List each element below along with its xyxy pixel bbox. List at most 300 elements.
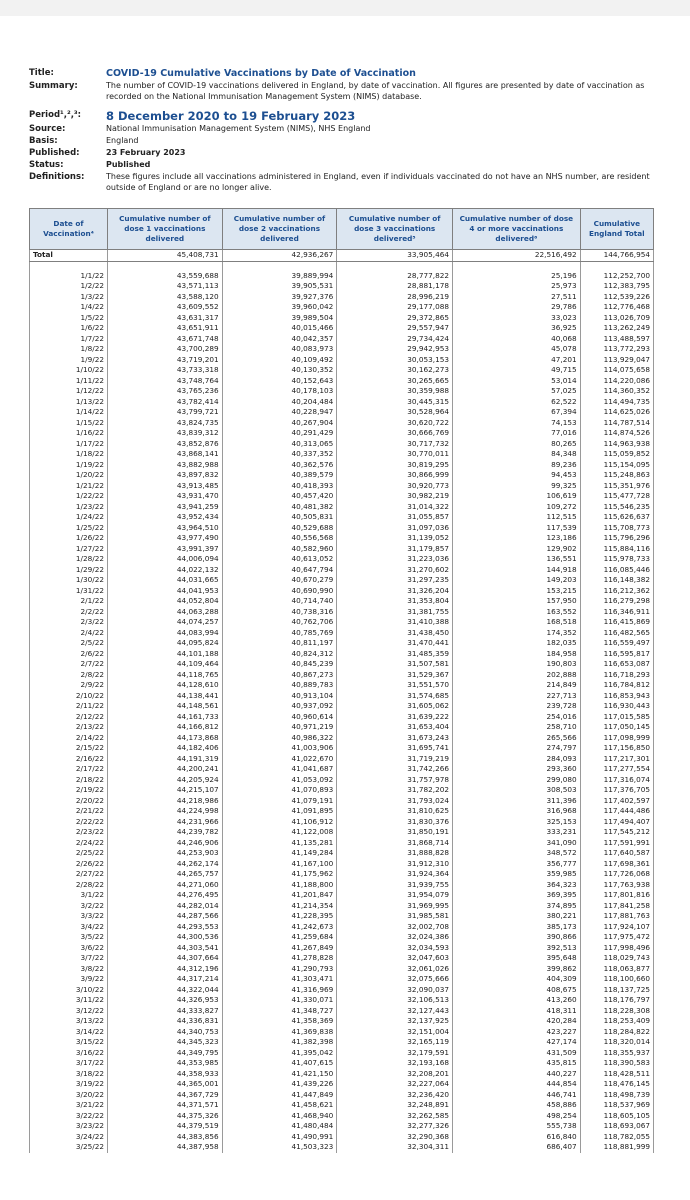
cell-dose1: 44,083,994 — [108, 628, 223, 639]
table-row — [30, 638, 654, 649]
table-row — [30, 1142, 654, 1153]
cell-dose3: 32,193,168 — [337, 1058, 453, 1069]
cell-dose1: 44,358,933 — [108, 1069, 223, 1080]
cell-dose1: 44,101,188 — [108, 649, 223, 660]
cell-date: 1/4/22 — [30, 302, 108, 313]
cell-dose2: 41,175,962 — [222, 869, 337, 880]
cell-date: 1/22/22 — [30, 491, 108, 502]
cell-total: 114,220,086 — [580, 376, 653, 387]
table-row — [30, 1111, 654, 1122]
cell-date: 3/19/22 — [30, 1079, 108, 1090]
cell-date: 2/10/22 — [30, 691, 108, 702]
cell-dose4: 404,309 — [453, 974, 581, 985]
cell-dose2: 40,178,103 — [222, 386, 337, 397]
total-dose2: 42,936,267 — [222, 250, 337, 262]
cell-dose1: 44,336,831 — [108, 1016, 223, 1027]
cell-dose2: 40,647,794 — [222, 565, 337, 576]
cell-date: 3/7/22 — [30, 953, 108, 964]
cell-dose2: 40,824,312 — [222, 649, 337, 660]
cell-dose3: 31,574,685 — [337, 691, 453, 702]
cell-dose2: 40,291,429 — [222, 428, 337, 439]
table-row — [30, 334, 654, 345]
cell-dose2: 41,407,615 — [222, 1058, 337, 1069]
cell-total: 118,476,145 — [580, 1079, 653, 1090]
cell-dose3: 29,557,947 — [337, 323, 453, 334]
cell-dose2: 40,613,052 — [222, 554, 337, 565]
cell-dose3: 32,236,420 — [337, 1090, 453, 1101]
cell-total: 118,355,937 — [580, 1048, 653, 1059]
cell-date: 1/16/22 — [30, 428, 108, 439]
cell-dose3: 29,372,865 — [337, 313, 453, 324]
cell-dose2: 40,337,352 — [222, 449, 337, 460]
cell-dose1: 44,041,953 — [108, 586, 223, 597]
cell-dose3: 31,810,625 — [337, 806, 453, 817]
cell-total: 117,402,597 — [580, 796, 653, 807]
cell-dose2: 40,690,990 — [222, 586, 337, 597]
cell-dose4: 374,895 — [453, 901, 581, 912]
cell-dose3: 31,742,266 — [337, 764, 453, 775]
header-dose2: Cumulative number of dose 2 vaccinations delivered — [222, 209, 337, 250]
cell-dose1: 44,345,323 — [108, 1037, 223, 1048]
cell-dose2: 40,228,947 — [222, 407, 337, 418]
cell-dose3: 30,770,011 — [337, 449, 453, 460]
table-row — [30, 271, 654, 282]
cell-total: 112,539,226 — [580, 292, 653, 303]
cell-date: 2/12/22 — [30, 712, 108, 723]
cell-dose4: 420,284 — [453, 1016, 581, 1027]
cell-date: 3/20/22 — [30, 1090, 108, 1101]
cell-dose2: 41,439,226 — [222, 1079, 337, 1090]
cell-date: 1/18/22 — [30, 449, 108, 460]
spacer-cell — [453, 261, 581, 271]
source-row — [29, 124, 669, 135]
table-row — [30, 932, 654, 943]
cell-total: 117,217,301 — [580, 754, 653, 765]
table-row — [30, 628, 654, 639]
cell-date: 3/9/22 — [30, 974, 108, 985]
table-row — [30, 407, 654, 418]
cell-total: 113,026,709 — [580, 313, 653, 324]
cell-dose4: 265,566 — [453, 733, 581, 744]
table-row — [30, 985, 654, 996]
cell-dose4: 333,231 — [453, 827, 581, 838]
summary-value: The number of COVID-19 vaccinations delivered in England, by date of vaccination. All figures are presented by date of vaccination as recorded on the National Immunisation Management System (NIMS) database. — [106, 81, 645, 101]
cell-total: 117,376,705 — [580, 785, 653, 796]
cell-date: 1/19/22 — [30, 460, 108, 471]
cell-dose2: 41,303,471 — [222, 974, 337, 985]
total-dose4: 22,516,492 — [453, 250, 581, 262]
table-row — [30, 1090, 654, 1101]
cell-dose2: 40,418,393 — [222, 481, 337, 492]
cell-date: 3/25/22 — [30, 1142, 108, 1153]
table-row — [30, 460, 654, 471]
cell-total: 118,693,067 — [580, 1121, 653, 1132]
cell-dose2: 40,529,688 — [222, 523, 337, 534]
cell-total: 117,098,999 — [580, 733, 653, 744]
cell-dose4: 89,236 — [453, 460, 581, 471]
cell-dose4: 144,918 — [453, 565, 581, 576]
cell-total: 116,559,497 — [580, 638, 653, 649]
cell-dose2: 41,421,150 — [222, 1069, 337, 1080]
cell-dose1: 43,671,748 — [108, 334, 223, 345]
cell-total: 116,482,565 — [580, 628, 653, 639]
table-row — [30, 1100, 654, 1111]
cell-total: 117,801,816 — [580, 890, 653, 901]
cell-dose4: 45,078 — [453, 344, 581, 355]
cell-dose4: 106,619 — [453, 491, 581, 502]
table-row — [30, 428, 654, 439]
cell-dose1: 44,253,903 — [108, 848, 223, 859]
cell-total: 118,137,725 — [580, 985, 653, 996]
cell-dose2: 41,041,687 — [222, 764, 337, 775]
table-row — [30, 355, 654, 366]
cell-dose1: 43,897,832 — [108, 470, 223, 481]
cell-dose1: 43,609,552 — [108, 302, 223, 313]
cell-total: 118,100,660 — [580, 974, 653, 985]
cell-dose1: 44,052,804 — [108, 596, 223, 607]
cell-dose3: 31,924,364 — [337, 869, 453, 880]
cell-dose1: 44,322,044 — [108, 985, 223, 996]
table-row — [30, 775, 654, 786]
cell-dose1: 44,367,729 — [108, 1090, 223, 1101]
cell-dose2: 41,348,727 — [222, 1006, 337, 1017]
status-row — [29, 160, 669, 171]
cell-date: 1/7/22 — [30, 334, 108, 345]
cell-dose2: 41,382,398 — [222, 1037, 337, 1048]
cell-dose3: 31,529,367 — [337, 670, 453, 681]
cell-total: 117,975,472 — [580, 932, 653, 943]
cell-dose4: 25,196 — [453, 271, 581, 282]
cell-total: 115,708,773 — [580, 523, 653, 534]
cell-dose1: 43,799,721 — [108, 407, 223, 418]
cell-dose3: 30,620,722 — [337, 418, 453, 429]
cell-dose4: 112,515 — [453, 512, 581, 523]
header-dose4: Cumulative number of dose 4 or more vaccinations delivered⁶ — [453, 209, 581, 250]
table-row — [30, 1132, 654, 1143]
cell-dose3: 31,470,441 — [337, 638, 453, 649]
cell-dose2: 41,228,395 — [222, 911, 337, 922]
header-dose1: Cumulative number of dose 1 vaccinations delivered — [108, 209, 223, 250]
cell-date: 3/1/22 — [30, 890, 108, 901]
cell-dose3: 32,127,443 — [337, 1006, 453, 1017]
cell-dose2: 40,811,197 — [222, 638, 337, 649]
cell-dose2: 40,204,484 — [222, 397, 337, 408]
cell-dose2: 41,242,673 — [222, 922, 337, 933]
cell-dose2: 40,913,104 — [222, 691, 337, 702]
cell-date: 1/26/22 — [30, 533, 108, 544]
cell-dose2: 40,971,219 — [222, 722, 337, 733]
cell-dose3: 32,179,591 — [337, 1048, 453, 1059]
cell-total: 116,085,446 — [580, 565, 653, 576]
table-row — [30, 848, 654, 859]
cell-dose1: 44,387,958 — [108, 1142, 223, 1153]
cell-dose4: 29,786 — [453, 302, 581, 313]
cell-dose1: 44,074,257 — [108, 617, 223, 628]
cell-dose2: 41,267,849 — [222, 943, 337, 954]
cell-dose1: 43,977,490 — [108, 533, 223, 544]
cell-dose2: 39,960,042 — [222, 302, 337, 313]
total-dose3: 33,905,464 — [337, 250, 453, 262]
cell-date: 1/6/22 — [30, 323, 108, 334]
cell-dose2: 41,468,940 — [222, 1111, 337, 1122]
cell-dose2: 40,556,568 — [222, 533, 337, 544]
cell-dose3: 29,734,424 — [337, 334, 453, 345]
cell-dose1: 44,303,541 — [108, 943, 223, 954]
cell-dose4: 99,325 — [453, 481, 581, 492]
cell-dose1: 44,128,610 — [108, 680, 223, 691]
cell-dose2: 40,986,322 — [222, 733, 337, 744]
table-row — [30, 1048, 654, 1059]
cell-dose1: 44,118,765 — [108, 670, 223, 681]
cell-dose2: 40,152,643 — [222, 376, 337, 387]
cell-dose1: 44,326,953 — [108, 995, 223, 1006]
table-row — [30, 502, 654, 513]
table-header — [30, 209, 654, 250]
cell-date: 2/11/22 — [30, 701, 108, 712]
cell-date: 2/5/22 — [30, 638, 108, 649]
cell-dose1: 43,913,485 — [108, 481, 223, 492]
cell-date: 2/16/22 — [30, 754, 108, 765]
table-row — [30, 680, 654, 691]
vaccinations-table — [29, 208, 654, 1153]
cell-dose2: 40,889,783 — [222, 680, 337, 691]
cell-total: 117,591,991 — [580, 838, 653, 849]
table-row — [30, 449, 654, 460]
cell-total: 116,212,362 — [580, 586, 653, 597]
table-row — [30, 1027, 654, 1038]
cell-total: 116,279,298 — [580, 596, 653, 607]
cell-total: 116,653,087 — [580, 659, 653, 670]
cell-dose3: 31,551,570 — [337, 680, 453, 691]
table-row — [30, 1069, 654, 1080]
cell-date: 3/23/22 — [30, 1121, 108, 1132]
cell-date: 1/25/22 — [30, 523, 108, 534]
cell-dose2: 40,582,960 — [222, 544, 337, 555]
cell-dose2: 40,457,420 — [222, 491, 337, 502]
table-row — [30, 974, 654, 985]
cell-dose4: 498,254 — [453, 1111, 581, 1122]
table-row — [30, 754, 654, 765]
cell-total: 118,029,743 — [580, 953, 653, 964]
cell-total: 118,320,014 — [580, 1037, 653, 1048]
cell-date: 1/27/22 — [30, 544, 108, 555]
title-label: Title: — [29, 68, 54, 78]
cell-dose1: 44,365,001 — [108, 1079, 223, 1090]
cell-dose2: 41,330,071 — [222, 995, 337, 1006]
cell-date: 2/3/22 — [30, 617, 108, 628]
cell-dose1: 44,031,665 — [108, 575, 223, 586]
table-row — [30, 659, 654, 670]
cell-date: 1/30/22 — [30, 575, 108, 586]
cell-date: 1/21/22 — [30, 481, 108, 492]
table-row — [30, 544, 654, 555]
table-row — [30, 1058, 654, 1069]
cell-total: 115,626,637 — [580, 512, 653, 523]
cell-date: 1/5/22 — [30, 313, 108, 324]
cell-dose2: 40,267,904 — [222, 418, 337, 429]
cell-dose1: 44,276,495 — [108, 890, 223, 901]
cell-dose4: 53,014 — [453, 376, 581, 387]
cell-dose1: 43,839,312 — [108, 428, 223, 439]
table-row — [30, 712, 654, 723]
cell-dose3: 32,227,064 — [337, 1079, 453, 1090]
cell-dose2: 40,481,382 — [222, 502, 337, 513]
cell-dose4: 174,352 — [453, 628, 581, 639]
source-value: National Immunisation Management System (NIMS), NHS England — [106, 124, 371, 133]
cell-dose3: 30,162,273 — [337, 365, 453, 376]
cell-total: 117,156,850 — [580, 743, 653, 754]
cell-total: 112,252,700 — [580, 271, 653, 282]
cell-date: 2/15/22 — [30, 743, 108, 754]
table-row — [30, 386, 654, 397]
cell-dose4: 84,348 — [453, 449, 581, 460]
cell-total: 117,726,068 — [580, 869, 653, 880]
cell-dose3: 30,359,988 — [337, 386, 453, 397]
cell-dose3: 28,881,178 — [337, 281, 453, 292]
cell-date: 2/4/22 — [30, 628, 108, 639]
cell-dose2: 40,362,576 — [222, 460, 337, 471]
published-label: Published: — [29, 148, 80, 158]
cell-dose2: 41,214,354 — [222, 901, 337, 912]
cell-date: 2/7/22 — [30, 659, 108, 670]
cell-date: 3/3/22 — [30, 911, 108, 922]
cell-total: 116,346,911 — [580, 607, 653, 618]
cell-dose4: 427,174 — [453, 1037, 581, 1048]
metadata-block — [29, 68, 669, 194]
cell-total: 114,075,658 — [580, 365, 653, 376]
cell-total: 115,796,296 — [580, 533, 653, 544]
cell-dose3: 31,695,741 — [337, 743, 453, 754]
cell-date: 1/17/22 — [30, 439, 108, 450]
cell-dose4: 117,539 — [453, 523, 581, 534]
table-row — [30, 470, 654, 481]
cell-dose2: 41,106,912 — [222, 817, 337, 828]
cell-dose3: 31,954,079 — [337, 890, 453, 901]
table-row — [30, 922, 654, 933]
cell-total: 113,488,597 — [580, 334, 653, 345]
cell-dose2: 39,989,504 — [222, 313, 337, 324]
cell-dose4: 284,093 — [453, 754, 581, 765]
cell-dose4: 80,265 — [453, 439, 581, 450]
cell-dose4: 299,080 — [453, 775, 581, 786]
cell-date: 3/6/22 — [30, 943, 108, 954]
cell-dose1: 43,941,259 — [108, 502, 223, 513]
total-label: Total — [30, 250, 108, 262]
table-row — [30, 491, 654, 502]
cell-total: 115,351,976 — [580, 481, 653, 492]
cell-total: 114,963,938 — [580, 439, 653, 450]
cell-date: 1/11/22 — [30, 376, 108, 387]
cell-dose4: 163,552 — [453, 607, 581, 618]
cell-total: 116,148,382 — [580, 575, 653, 586]
header-date: Date of Vaccination⁴ — [30, 209, 108, 250]
cell-dose1: 43,782,414 — [108, 397, 223, 408]
cell-dose2: 41,316,969 — [222, 985, 337, 996]
cell-dose2: 41,149,284 — [222, 848, 337, 859]
cell-date: 2/25/22 — [30, 848, 108, 859]
cell-dose4: 157,950 — [453, 596, 581, 607]
cell-dose3: 30,982,219 — [337, 491, 453, 502]
cell-total: 118,537,969 — [580, 1100, 653, 1111]
table-row — [30, 890, 654, 901]
cell-dose1: 43,882,988 — [108, 460, 223, 471]
cell-dose3: 31,353,804 — [337, 596, 453, 607]
top-margin — [0, 0, 690, 16]
cell-date: 3/10/22 — [30, 985, 108, 996]
cell-dose3: 31,850,191 — [337, 827, 453, 838]
cell-dose4: 316,968 — [453, 806, 581, 817]
table-row — [30, 617, 654, 628]
cell-dose2: 40,867,273 — [222, 670, 337, 681]
spacer-cell — [337, 261, 453, 271]
cell-date: 2/24/22 — [30, 838, 108, 849]
cell-total: 114,360,352 — [580, 386, 653, 397]
cell-dose2: 40,389,579 — [222, 470, 337, 481]
cell-dose3: 31,438,450 — [337, 628, 453, 639]
cell-dose3: 32,290,368 — [337, 1132, 453, 1143]
total-england: 144,766,954 — [580, 250, 653, 262]
cell-dose2: 41,167,100 — [222, 859, 337, 870]
table-row — [30, 838, 654, 849]
cell-dose3: 31,014,322 — [337, 502, 453, 513]
cell-date: 1/20/22 — [30, 470, 108, 481]
cell-total: 118,498,739 — [580, 1090, 653, 1101]
cell-date: 1/23/22 — [30, 502, 108, 513]
cell-dose2: 41,503,323 — [222, 1142, 337, 1153]
cell-dose4: 123,186 — [453, 533, 581, 544]
cell-dose1: 43,651,911 — [108, 323, 223, 334]
cell-dose3: 31,179,857 — [337, 544, 453, 555]
cell-dose2: 41,290,793 — [222, 964, 337, 975]
cell-dose4: 369,395 — [453, 890, 581, 901]
cell-dose3: 32,262,585 — [337, 1111, 453, 1122]
table-body — [30, 250, 654, 1153]
definitions-row — [29, 172, 669, 193]
cell-dose3: 32,090,037 — [337, 985, 453, 996]
table-row — [30, 649, 654, 660]
cell-total: 116,930,443 — [580, 701, 653, 712]
table-row — [30, 764, 654, 775]
cell-dose4: 25,973 — [453, 281, 581, 292]
cell-dose1: 43,952,434 — [108, 512, 223, 523]
cell-dose3: 31,139,052 — [337, 533, 453, 544]
cell-date: 1/29/22 — [30, 565, 108, 576]
cell-date: 1/10/22 — [30, 365, 108, 376]
cell-dose3: 31,507,581 — [337, 659, 453, 670]
title-value: COVID-19 Cumulative Vaccinations by Date of Vaccination — [106, 68, 416, 79]
cell-dose4: 555,738 — [453, 1121, 581, 1132]
cell-dose2: 41,070,893 — [222, 785, 337, 796]
cell-dose1: 44,218,986 — [108, 796, 223, 807]
cell-total: 112,776,468 — [580, 302, 653, 313]
cell-dose3: 32,034,593 — [337, 943, 453, 954]
cell-dose2: 40,714,740 — [222, 596, 337, 607]
table-row — [30, 523, 654, 534]
table-row — [30, 869, 654, 880]
table-row — [30, 302, 654, 313]
cell-total: 118,881,999 — [580, 1142, 653, 1153]
cell-total: 117,640,587 — [580, 848, 653, 859]
cell-dose3: 32,047,603 — [337, 953, 453, 964]
definitions-value: These figures include all vaccinations administered in England, even if individuals vaccinated do not have an NHS number, are resident outside of England or are no longer alive. — [106, 172, 650, 192]
cell-dose1: 44,383,856 — [108, 1132, 223, 1143]
table-row — [30, 995, 654, 1006]
cell-dose4: 227,713 — [453, 691, 581, 702]
cell-dose1: 44,271,060 — [108, 880, 223, 891]
table-row — [30, 344, 654, 355]
cell-dose1: 43,765,236 — [108, 386, 223, 397]
cell-total: 114,787,514 — [580, 418, 653, 429]
